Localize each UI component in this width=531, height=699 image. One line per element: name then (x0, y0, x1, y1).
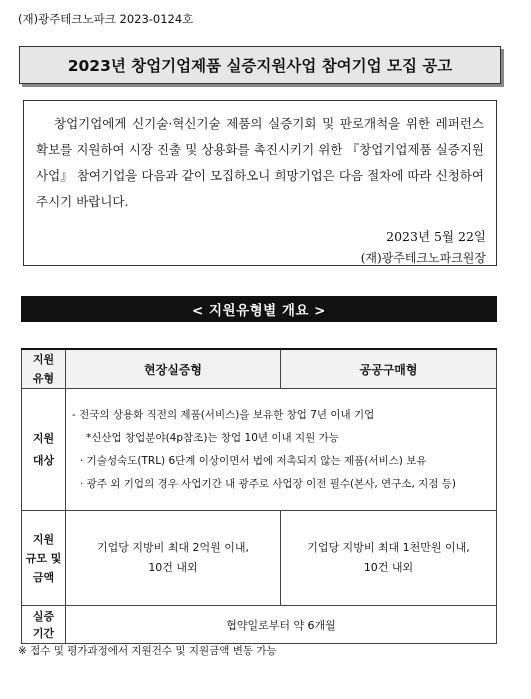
section-heading (21, 296, 497, 322)
public-purchase-scale: 기업당 지방비 최대 1천만원 이내, 10건 내외 (281, 511, 497, 606)
announcement-title (19, 46, 501, 84)
section-heading-text: < 지원유형별 개요 > (191, 303, 326, 319)
announcement-date: 2023년 5월 22일 (386, 229, 486, 244)
public-purchase-type-header: 공공구매형 (281, 349, 497, 389)
document-number: (재)광주테크노파크 2023-0124호 (18, 12, 194, 26)
eligibility-line-1: - 전국의 상용화 직전의 제품(서비스)을 보유한 창업 7년 이내 기업 (72, 408, 375, 421)
eligibility-line-4: · 광주 외 기업의 경우 사업기간 내 광주로 사업장 이전 필수(본사, 연구소, 지점 등) (80, 477, 457, 490)
footnote: ※ 접수 및 평가과정에서 지원건수 및 지원금액 변동 가능 (18, 645, 277, 657)
period-value: 협약일로부터 약 6개월 (66, 606, 497, 644)
eligibility-label: 지원 대상 (22, 389, 66, 511)
period-row (22, 606, 497, 644)
field-demo-type-header: 현장실증형 (66, 349, 281, 389)
eligibility-row (22, 389, 497, 511)
issuing-organization: (재)광주테크노파크원장 (360, 251, 486, 265)
intro-box (23, 100, 497, 266)
table-header-row (22, 349, 497, 389)
intro-text: 창업기업에게 신기술·혁신기술 제품의 실증기회 및 판로개척을 위한 레퍼런스 확보를 지원하여 시장 진출 및 상용화를 촉진시키기 위한 『창업기업제품 실증지원사업』 참여기업을 다음과 같이 모집하오니 희망기업은 다음 절차에 따라 신청하여 주시기 바랍니다. (36, 116, 484, 209)
eligibility-content (66, 389, 497, 511)
eligibility-line-2: *신산업 창업분야(4p참조)는 창업 10년 이내 지원 가능 (86, 431, 339, 444)
period-label: 실증 기간 (22, 606, 66, 644)
eligibility-line-3: · 기술성숙도(TRL) 6단계 이상이면서 법에 저촉되지 않는 제품(서비스) 보유 (80, 454, 427, 467)
announcement-title-text: 2023년 창업기업제품 실증지원사업 참여기업 모집 공고 (67, 57, 453, 75)
support-type-label: 지원 유형 (22, 349, 66, 389)
support-type-table (21, 348, 497, 644)
scale-row (22, 511, 497, 606)
scale-label: 지원 규모 및 금액 (22, 511, 66, 606)
field-demo-scale: 기업당 지방비 최대 2억원 이내, 10건 내외 (66, 511, 281, 606)
